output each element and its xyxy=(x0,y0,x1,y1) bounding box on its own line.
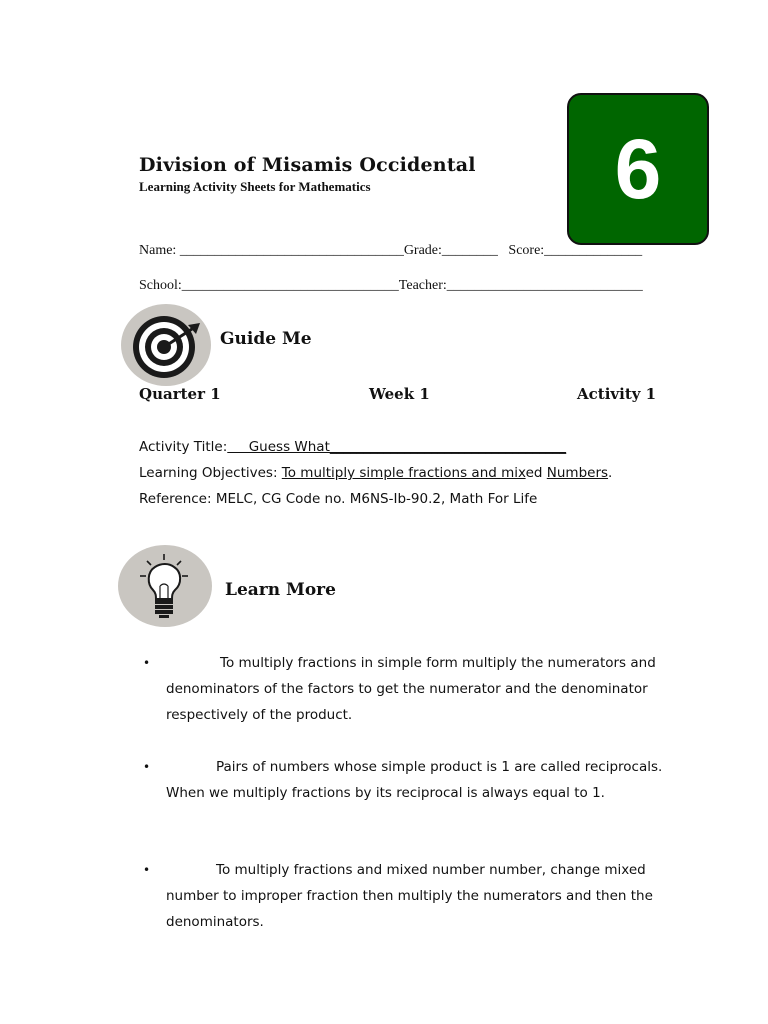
bullet-marker: • xyxy=(143,863,151,877)
name-grade-score-line: Name: ________________________________Grade:________ Score:______________ xyxy=(139,243,643,258)
target-dart-icon xyxy=(120,303,212,387)
activity-label: Activity 1 xyxy=(577,385,657,403)
lightbulb-icon xyxy=(117,544,213,628)
week-label: Week 1 xyxy=(369,385,430,403)
objectives-value-part1: To multiply simple fractions and mix xyxy=(281,465,526,481)
grade-badge xyxy=(567,93,709,245)
objectives-value-part2: ed xyxy=(525,465,547,481)
objectives-end: . xyxy=(608,465,613,481)
objectives-value-part3: Numbers xyxy=(546,465,609,481)
list-item: Pairs of numbers whose simple product is 1 are called reciprocals. When we multiply fractions by its reciprocal is always equal to 1. xyxy=(166,759,663,801)
bullet-marker: • xyxy=(143,760,151,774)
objectives-label: Learning Objectives: xyxy=(139,465,282,481)
reference-line: Reference: MELC, CG Code no. M6NS-Ib-90.2, Math For Life xyxy=(139,491,538,507)
list-item: To multiply fractions in simple form multiply the numerators and denominators of the factors to get the numerator and the denominator respectively of the product. xyxy=(166,655,656,723)
quarter-label: Quarter 1 xyxy=(139,385,221,403)
list-item: To multiply fractions and mixed number number, change mixed number to improper fraction then multiply the numerators and then the denominators. xyxy=(166,862,653,930)
guide-me-title: Guide Me xyxy=(220,329,312,349)
learning-objectives-line xyxy=(139,465,612,481)
sheet-subtitle: Learning Activity Sheets for Mathematics xyxy=(139,179,371,194)
activity-title-value: Guess What___________________________________ xyxy=(227,439,567,455)
school-teacher-line: School:_______________________________Teacher:____________________________ xyxy=(139,278,643,293)
activity-title-line xyxy=(139,439,566,455)
division-title: Division of Misamis Occidental xyxy=(139,154,476,176)
grade-number: 6 xyxy=(614,122,662,216)
bullet-marker: • xyxy=(143,656,151,670)
learn-more-title: Learn More xyxy=(225,580,336,600)
activity-title-label: Activity Title: xyxy=(139,439,228,455)
